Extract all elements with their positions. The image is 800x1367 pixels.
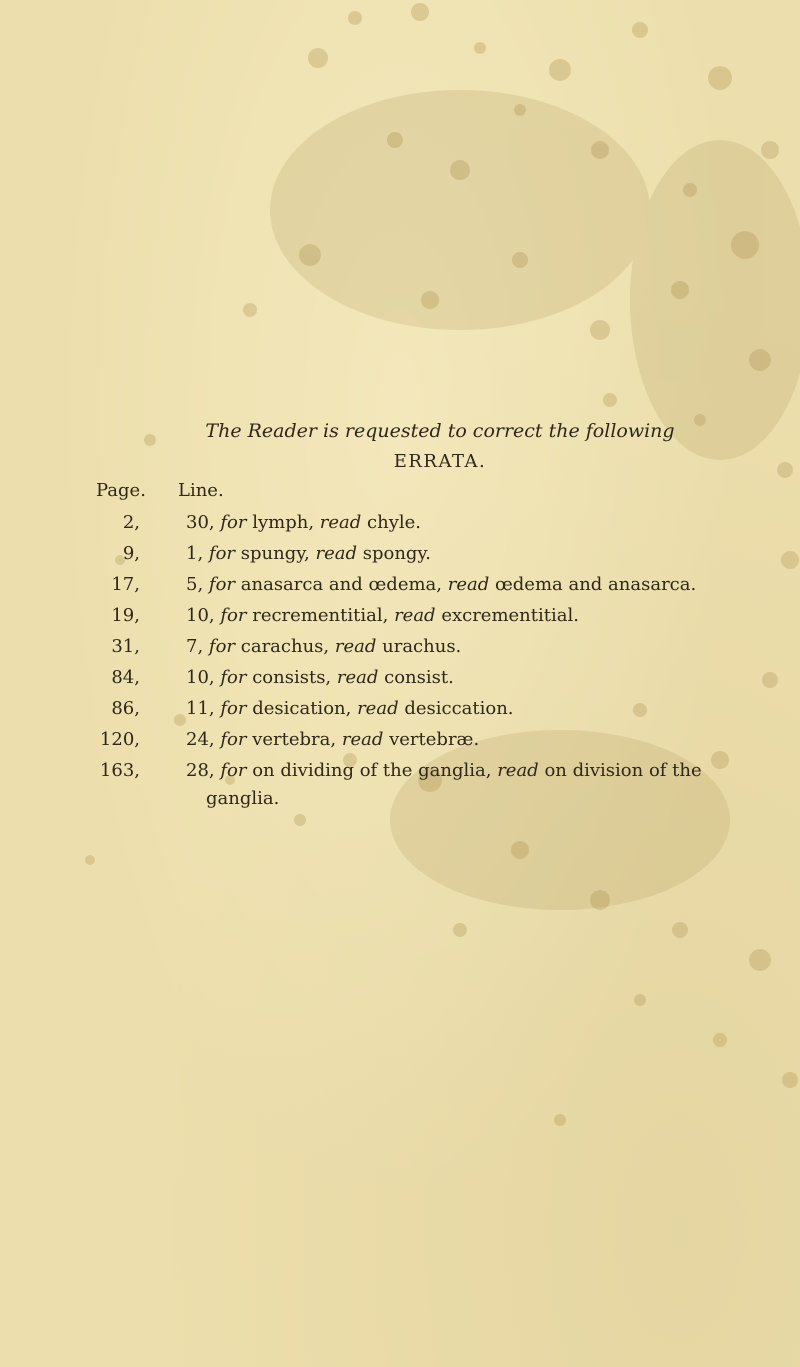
errata-wrong-text: carachus, [240,636,330,657]
for-keyword: for [220,512,247,533]
errata-wrong-text: lymph, [252,512,315,533]
errata-entry [186,729,706,750]
errata-entry [186,636,706,657]
read-keyword: read [336,667,379,688]
errata-correct-text: desiccation. [404,698,514,719]
errata-continuation: ganglia. [206,788,280,809]
errata-title: ERRATA. [393,451,487,472]
errata-line-number: 24, [186,729,215,750]
read-keyword: read [315,543,357,564]
read-keyword: read [497,760,539,781]
page-column-header: Page. [96,480,146,501]
read-keyword: read [394,605,436,626]
errata-entry [186,605,706,626]
errata-wrong-text: on dividing of the ganglia, [252,760,492,781]
read-keyword: read [341,729,384,750]
errata-wrong-text: anasarca and œdema, [240,574,442,595]
errata-wrong-text: consists, [252,667,332,688]
line-column-header: Line. [178,480,224,501]
for-keyword: for [220,729,247,750]
errata-line-number: 1, [186,543,204,564]
errata-correct-text: on division of the [544,760,702,781]
errata-wrong-text: recrementitial, [252,605,389,626]
errata-correct-text: spongy. [362,543,431,564]
errata-line-number: 7, [186,636,204,657]
errata-entry [186,667,706,688]
errata-wrong-text: spungy, [240,543,310,564]
errata-line-number: 11, [186,698,215,719]
errata-wrong-text: desication, [252,698,352,719]
errata-page-number: 84, [111,667,140,688]
errata-wrong-text: vertebra, [252,729,337,750]
errata-page-number: 19, [111,605,140,626]
errata-entry [186,698,706,719]
errata-page-number: 120, [99,729,140,750]
errata-page-number: 86, [111,698,140,719]
for-keyword: for [220,605,247,626]
errata-correct-text: urachus. [382,636,462,657]
errata-page-number: 9, [122,543,140,564]
errata-line-number: 10, [186,667,215,688]
errata-line-number: 10, [186,605,215,626]
read-keyword: read [319,512,362,533]
read-keyword: read [334,636,377,657]
for-keyword: for [208,543,236,564]
errata-correct-text: excrementitial. [441,605,579,626]
errata-entry [186,760,706,781]
errata-page-number: 17, [111,574,140,595]
for-keyword: for [208,574,236,595]
errata-page-number: 31, [111,636,140,657]
errata-page-number: 2, [122,512,140,533]
errata-line-number: 5, [186,574,204,595]
for-keyword: for [220,667,247,688]
errata-notice: The Reader is requested to correct the following [205,420,675,442]
errata-entry [186,512,706,533]
errata-line-number: 28, [186,760,215,781]
read-keyword: read [357,698,399,719]
errata-line-number: 30, [186,512,215,533]
for-keyword: for [220,698,247,719]
for-keyword: for [208,636,236,657]
errata-correct-text: consist. [384,667,454,688]
for-keyword: for [220,760,247,781]
errata-entry [186,574,706,595]
read-keyword: read [447,574,490,595]
errata-correct-text: vertebræ. [389,729,480,750]
errata-correct-text: chyle. [367,512,422,533]
errata-entry [186,543,706,564]
errata-page-number: 163, [99,760,140,781]
errata-correct-text: œdema and anasarca. [494,574,697,595]
